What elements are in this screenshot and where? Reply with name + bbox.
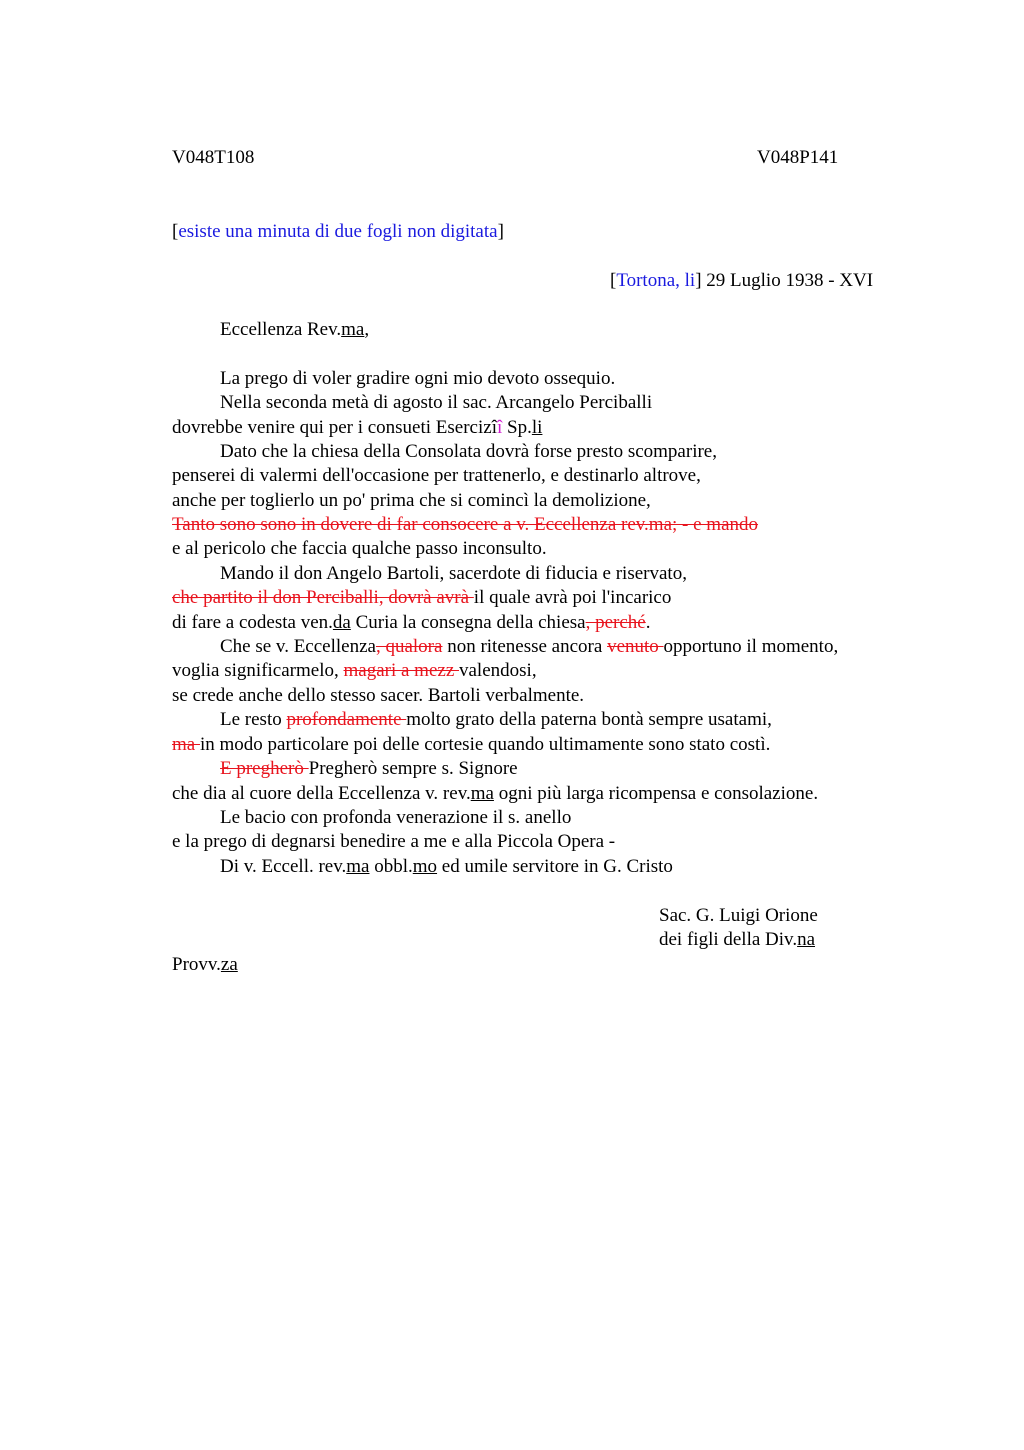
body-line-deleted: Tanto sono sono in dovere di far consocere a v. Eccellenza rev.ma; - e mando <box>172 514 759 535</box>
body-line <box>172 586 671 610</box>
editorial-note <box>172 220 504 244</box>
body-deleted-text: magari a mezz <box>343 660 459 681</box>
signature-congregation <box>659 928 815 952</box>
dateline-date: 29 Luglio 1938 - XVI <box>701 270 874 291</box>
body-text: Che se v. Eccellenza <box>220 636 376 657</box>
note-text: esiste una minuta di due fogli non digitata <box>178 221 498 242</box>
body-deleted-text: che partito il don Perciballi, dovrà avrà <box>172 587 474 608</box>
body-text: che dia al cuore della Eccellenza v. rev. <box>172 783 471 804</box>
body-text: in modo particolare poi delle cortesie quando ultimamente sono stato costì. <box>199 734 771 755</box>
salutation <box>220 318 369 342</box>
note-close-bracket: ] <box>497 221 504 242</box>
dateline-open-bracket: [ <box>610 270 617 291</box>
body-line: e al pericolo che faccia qualche passo inconsulto. <box>172 538 547 559</box>
body-line: Le bacio con profonda venerazione il s. anello <box>220 807 572 828</box>
signature-name: Sac. G. Luigi Orione <box>659 905 818 926</box>
body-line: se crede anche dello stesso sacer. Bartoli verbalmente. <box>172 685 585 706</box>
body-text: ed umile servitore in G. Cristo <box>437 856 673 877</box>
body-deleted-text: , perché <box>585 612 646 633</box>
dateline <box>610 269 873 293</box>
body-text: Pregherò sempre s. Signore <box>308 758 518 779</box>
body-deleted-text: E pregherò <box>220 758 309 779</box>
body-abbr: da <box>332 612 351 633</box>
body-deleted-text: ma <box>172 734 200 755</box>
salutation-text: Eccellenza Rev. <box>220 319 342 340</box>
body-text: opportuno il momento, <box>663 636 839 657</box>
body-line: Dato che la chiesa della Consolata dovrà forse presto scomparire, <box>220 441 717 462</box>
document-code-right: V048P141 <box>757 147 839 168</box>
signature-abbr: na <box>797 929 816 950</box>
signature-abbr: za <box>220 954 238 975</box>
body-text: Sp. <box>502 417 532 438</box>
body-line <box>172 782 818 806</box>
body-line <box>220 635 838 659</box>
body-abbr: ma <box>346 856 370 877</box>
body-line: penserei di valermi dell'occasione per trattenerlo, e destinarlo altrove, <box>172 465 701 486</box>
body-deleted-text: venuto <box>607 636 664 657</box>
body-deleted-text: , qualora <box>375 636 443 657</box>
body-text: il quale avrà poi l'incarico <box>473 587 672 608</box>
body-abbr: ma <box>470 783 494 804</box>
body-text: voglia significarmelo, <box>172 660 344 681</box>
body-line <box>220 757 518 781</box>
body-line: Mando il don Angelo Bartoli, sacerdote di fiducia e riservato, <box>220 563 687 584</box>
signature-text: dei figli della Div. <box>659 929 798 950</box>
body-line: e la prego di degnarsi benedire a me e alla Piccola Opera - <box>172 831 616 852</box>
body-line: Nella seconda metà di agosto il sac. Arcangelo Perciballi <box>220 392 653 413</box>
body-deleted-text: profondamente <box>286 709 407 730</box>
body-text: molto grato della paterna bontà sempre usatami, <box>406 709 772 730</box>
body-line <box>172 611 650 635</box>
dateline-close-bracket: ] <box>695 270 702 291</box>
body-line <box>220 708 772 732</box>
body-line <box>172 733 770 757</box>
body-text: Le resto <box>220 709 287 730</box>
body-line: anche per toglierlo un po' prima che si comincì la demolizione, <box>172 490 651 511</box>
body-line <box>220 855 673 879</box>
body-abbr: mo <box>412 856 438 877</box>
body-line: La prego di voler gradire ogni mio devoto ossequio. <box>220 368 616 389</box>
body-abbr: li <box>531 417 543 438</box>
body-line <box>172 659 537 683</box>
body-line <box>172 416 542 440</box>
body-text: di fare a codesta ven. <box>172 612 333 633</box>
body-text: Curia la consegna della chiesa <box>350 612 586 633</box>
dateline-place: Tortona, li <box>616 270 696 291</box>
body-marked-char: î <box>497 417 503 438</box>
salutation-end: , <box>364 319 370 340</box>
note-open-bracket: [ <box>172 221 179 242</box>
signature-providence <box>172 953 238 977</box>
body-text: non ritenesse ancora <box>442 636 608 657</box>
body-text: ogni più larga ricompensa e consolazione. <box>493 783 819 804</box>
signature-text: Provv. <box>172 954 221 975</box>
body-text: Di v. Eccell. rev. <box>220 856 347 877</box>
document-code-left: V048T108 <box>172 147 255 168</box>
body-text: dovrebbe venire qui per i consueti Esercizî <box>172 417 497 438</box>
body-text: valendosi, <box>459 660 537 681</box>
salutation-abbr: ma <box>341 319 365 340</box>
body-text: . <box>645 612 651 633</box>
body-text: obbl. <box>369 856 413 877</box>
